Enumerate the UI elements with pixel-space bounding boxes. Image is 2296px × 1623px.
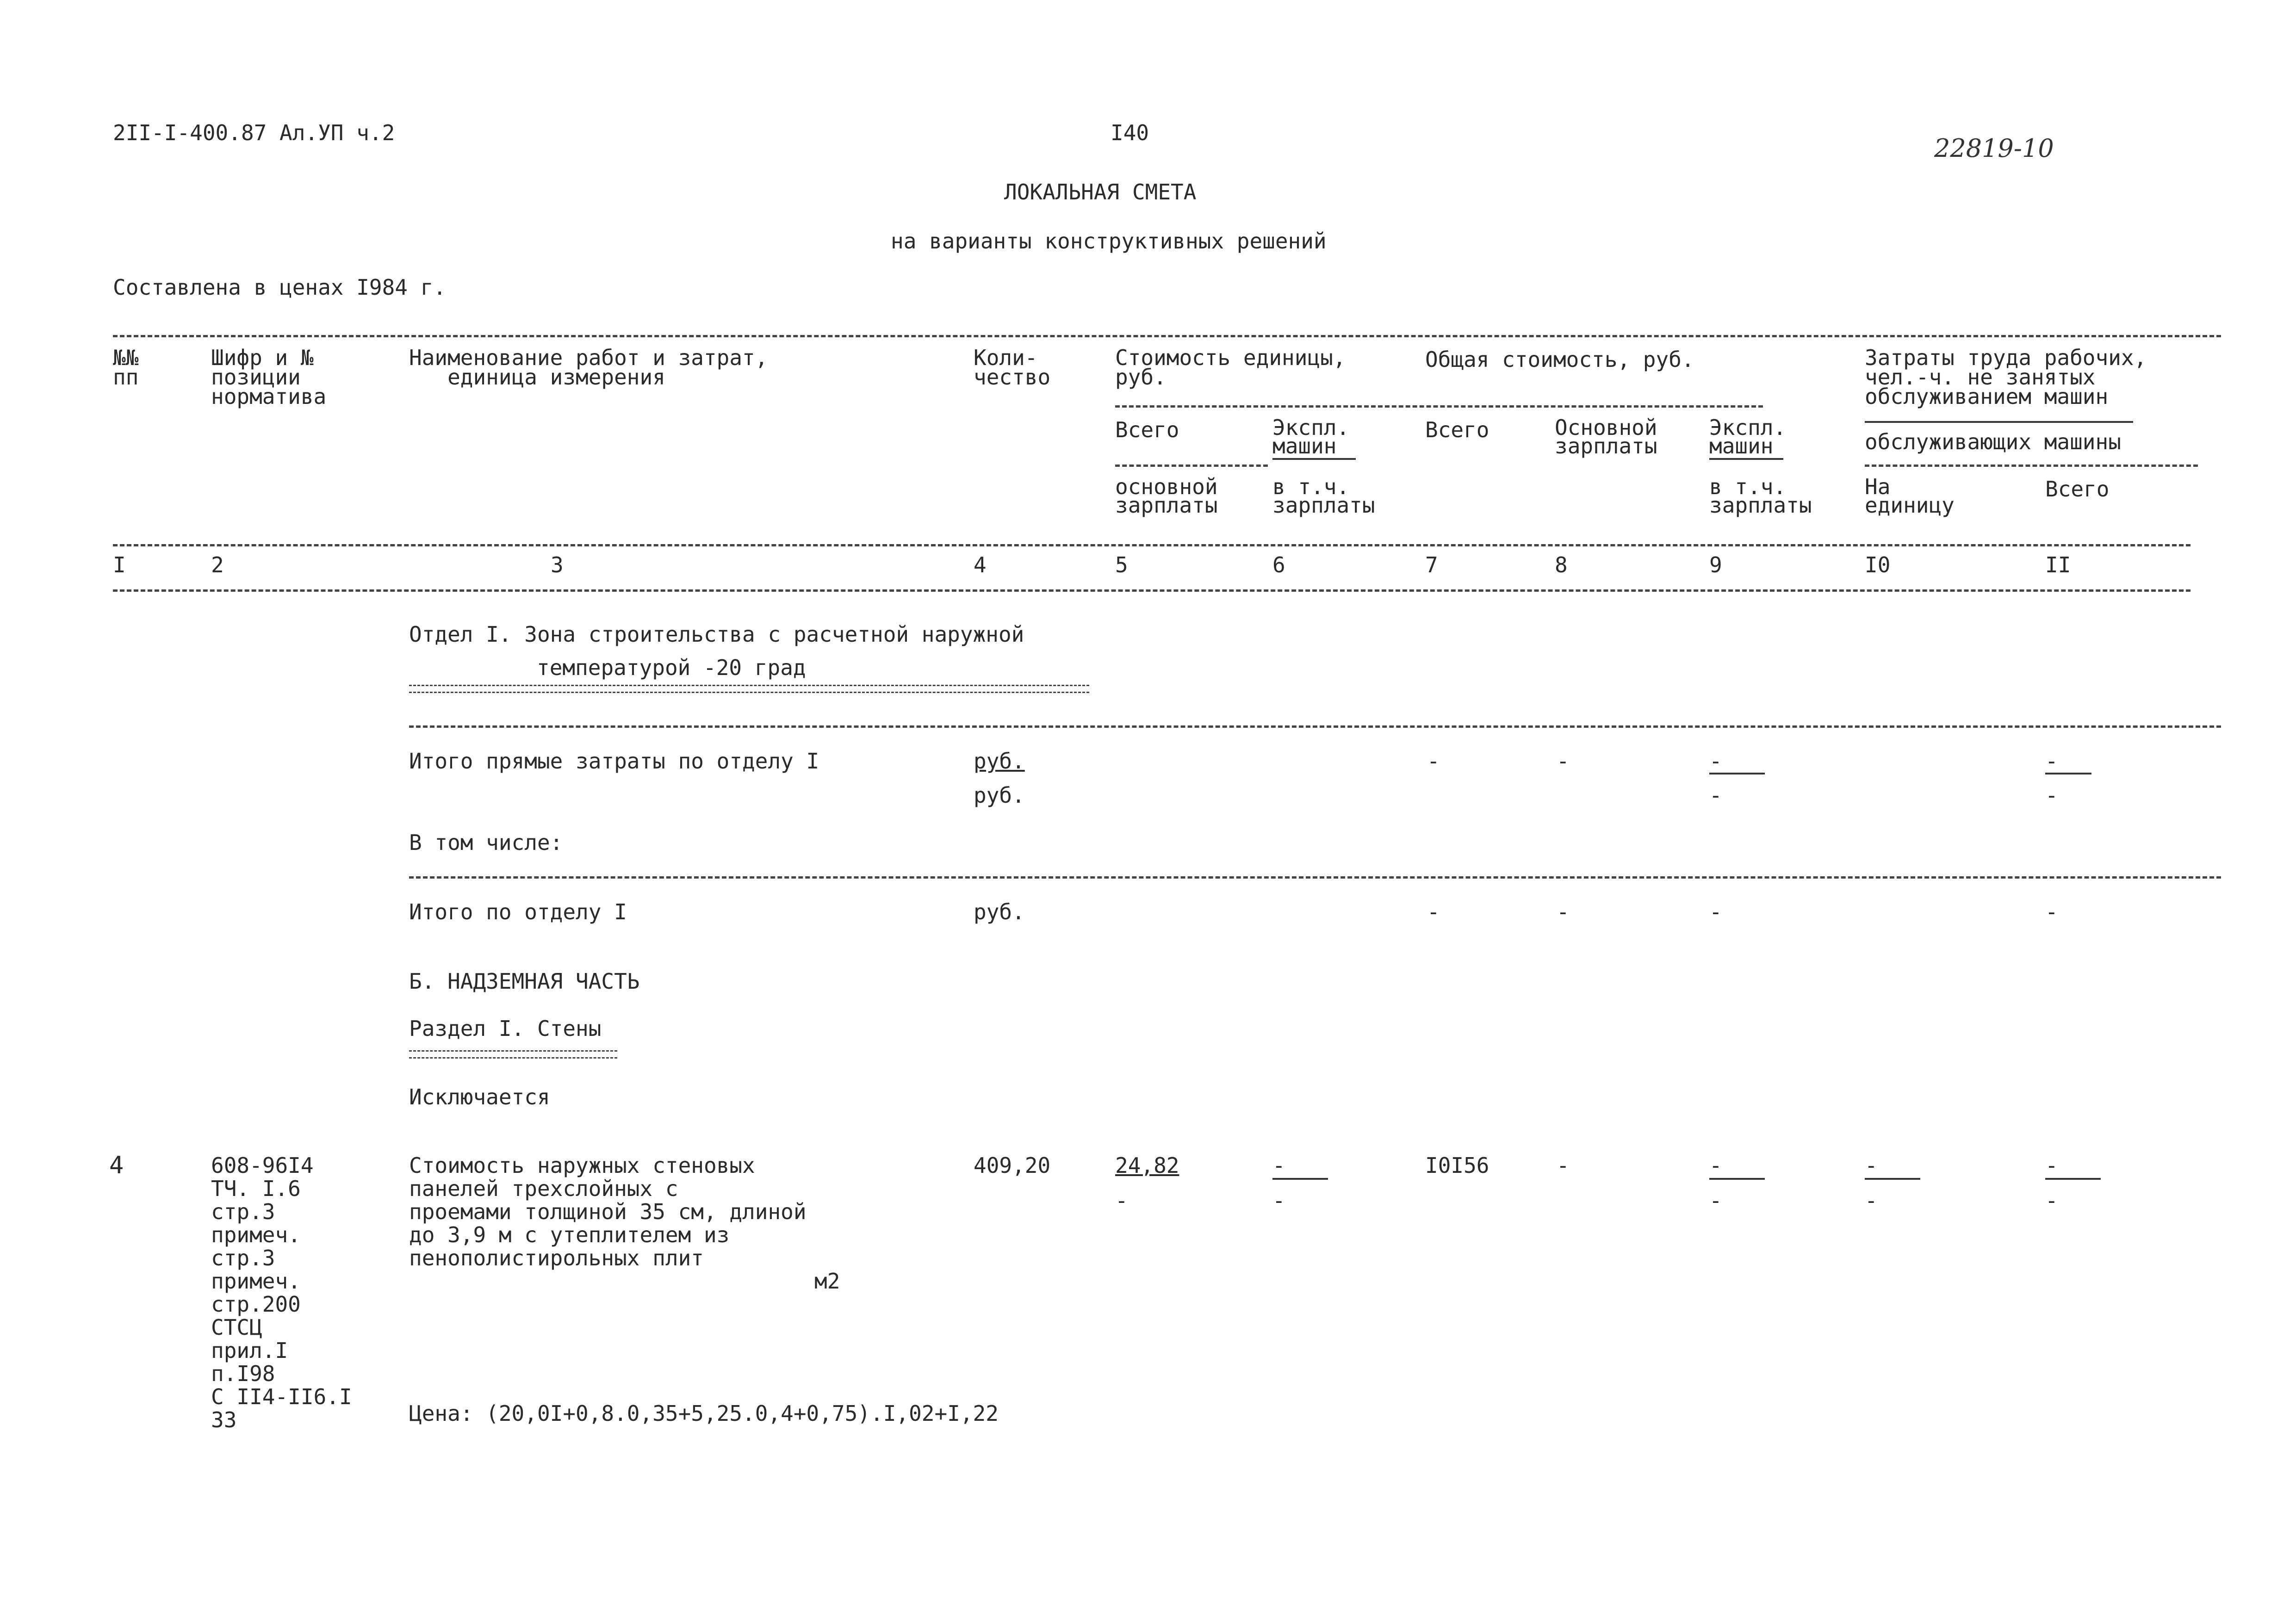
labor-header-underline	[1865, 421, 2133, 423]
value-dash: -	[1557, 1153, 1570, 1178]
col-9-underline	[1709, 458, 1783, 460]
part-title: Б. НАДЗЕМНАЯ ЧАСТЬ	[409, 969, 640, 994]
document-code: 2II-I-400.87 Ал.УП ч.2	[113, 120, 395, 145]
value-dash: -	[2045, 749, 2058, 774]
price-basis: Составлена в ценах I984 г.	[113, 275, 447, 300]
section-rule	[409, 876, 2221, 879]
col-9-top-header: Экспл. машин	[1709, 415, 1787, 458]
subsection-double-underline	[409, 1050, 617, 1059]
item-quantity: 409,20	[974, 1153, 1051, 1178]
value-dash: -	[1709, 1188, 1722, 1213]
value-dash: -	[1427, 899, 1440, 924]
value-dash: -	[2045, 1188, 2058, 1213]
section-total-label: Итого по отделу I	[409, 899, 627, 924]
value-dash: -	[1557, 899, 1570, 924]
subsection-title: Раздел I. Стены	[409, 1016, 602, 1041]
handwritten-reference: 22819-10	[1934, 134, 2054, 163]
value-dash: -	[2045, 1153, 2058, 1178]
direct-costs-unit: руб.	[974, 749, 1025, 774]
item-code: 608-96I4 ТЧ. I.6 стр.3 примеч. стр.3 примеч. стр.200 СТСЦ прил.I п.I98 С II4-II6.I 33	[211, 1153, 352, 1432]
col-10-header: На единицу	[1865, 474, 1955, 518]
excluded-label: Исключается	[409, 1084, 550, 1109]
value-dash: -	[2045, 783, 2058, 808]
col-2-header: Шифр и № позиции норматива	[211, 345, 327, 409]
unit-cost-header: Стоимость единицы, руб.	[1115, 345, 1346, 390]
including-label: В том числе:	[409, 830, 563, 855]
value-dash: -	[1557, 749, 1570, 774]
value-dash: -	[1427, 749, 1440, 774]
col-number: 6	[1272, 552, 1285, 577]
col-number: 8	[1555, 552, 1568, 577]
value-dash: -	[1709, 899, 1722, 924]
col-number: 4	[974, 552, 987, 577]
col-4-header: Коли- чество	[974, 345, 1051, 390]
value-underline	[1709, 1178, 1765, 1180]
item-description: Стоимость наружных стеновых панелей трехслойных с проемами толщиной 35 см, длиной до 3,9 м с утеплителем из пенополистирольных плит	[409, 1153, 807, 1270]
col-5-bottom-header: основной зарплаты	[1115, 474, 1218, 518]
col-8-header: Основной зарплаты	[1555, 415, 1657, 458]
value-underline	[2045, 1178, 2101, 1180]
col-7-header: Всего	[1425, 417, 1489, 442]
direct-costs-unit-2: руб.	[974, 783, 1025, 808]
labor-split-rule	[1865, 465, 2198, 467]
page-number: I40	[1111, 120, 1149, 145]
value-dash: -	[1709, 783, 1722, 808]
header-bottom-rule	[113, 589, 2191, 592]
labor-subheader: обслуживающих машины	[1865, 429, 2121, 454]
item-number: 4	[109, 1152, 124, 1179]
item-total-cost: I0I56	[1425, 1153, 1489, 1178]
value-underline	[1709, 773, 1765, 774]
col-5-top-header: Всего	[1115, 417, 1179, 442]
total-cost-header: Общая стоимость, руб.	[1425, 347, 1694, 372]
col-number: 5	[1115, 552, 1128, 577]
estimate-subtitle: на варианты конструктивных решений	[891, 229, 1327, 254]
col-number: II	[2045, 552, 2071, 577]
header-mid-rule	[113, 544, 2191, 546]
value-dash: -	[1272, 1188, 1285, 1213]
cost-subheader-rule	[1115, 405, 1763, 408]
value-underline	[1865, 1178, 1920, 1180]
col-1-header: №№ пп	[113, 345, 139, 390]
section-title-continued: температурой -20 град	[537, 655, 806, 680]
col-9-bottom-header: в т.ч. зарплаты	[1709, 474, 1812, 518]
col-number: 7	[1425, 552, 1438, 577]
col-6-bottom-header: в т.ч. зарплаты	[1272, 474, 1375, 518]
value-dash: -	[1865, 1153, 1878, 1178]
col-number: 2	[211, 552, 224, 577]
price-formula: Цена: (20,0I+0,8.0,35+5,25.0,4+0,75).I,02+I,22	[409, 1401, 999, 1426]
col-3-header: Наименование работ и затрат, единица измерения	[409, 345, 768, 390]
value-dash: -	[1709, 1153, 1722, 1178]
section-total-unit: руб.	[974, 899, 1025, 924]
direct-costs-label: Итого прямые затраты по отделу I	[409, 749, 819, 774]
col-11-header: Всего	[2045, 477, 2110, 502]
value-dash: -	[1272, 1153, 1285, 1178]
col-number: 9	[1709, 552, 1722, 577]
header-top-rule	[113, 335, 2221, 337]
section-title-double-underline	[409, 685, 1089, 693]
labor-header: Затраты труда рабочих, чел.-ч. не занятых обслуживанием машин	[1865, 345, 2147, 409]
estimate-title: ЛОКАЛЬНАЯ СМЕТА	[1004, 180, 1197, 204]
section-title: Отдел I. Зона строительства с расчетной наружной	[409, 622, 1024, 647]
value-dash: -	[1115, 1188, 1128, 1213]
item-unit-cost: 24,82	[1115, 1153, 1179, 1178]
value-underline	[1272, 1178, 1328, 1180]
value-dash: -	[1865, 1188, 1878, 1213]
value-dash: -	[2045, 899, 2058, 924]
col-number: I	[113, 552, 126, 577]
col-number: I0	[1865, 552, 1891, 577]
item-unit: м2	[814, 1269, 840, 1294]
col-number: 3	[551, 552, 564, 577]
value-dash: -	[1709, 749, 1722, 774]
value-underline	[2045, 773, 2091, 774]
section-rule	[409, 725, 2221, 728]
col-6-top-header: Экспл. машин	[1272, 415, 1350, 458]
col-6-underline	[1272, 458, 1356, 460]
col-5-split-rule	[1115, 465, 1268, 467]
